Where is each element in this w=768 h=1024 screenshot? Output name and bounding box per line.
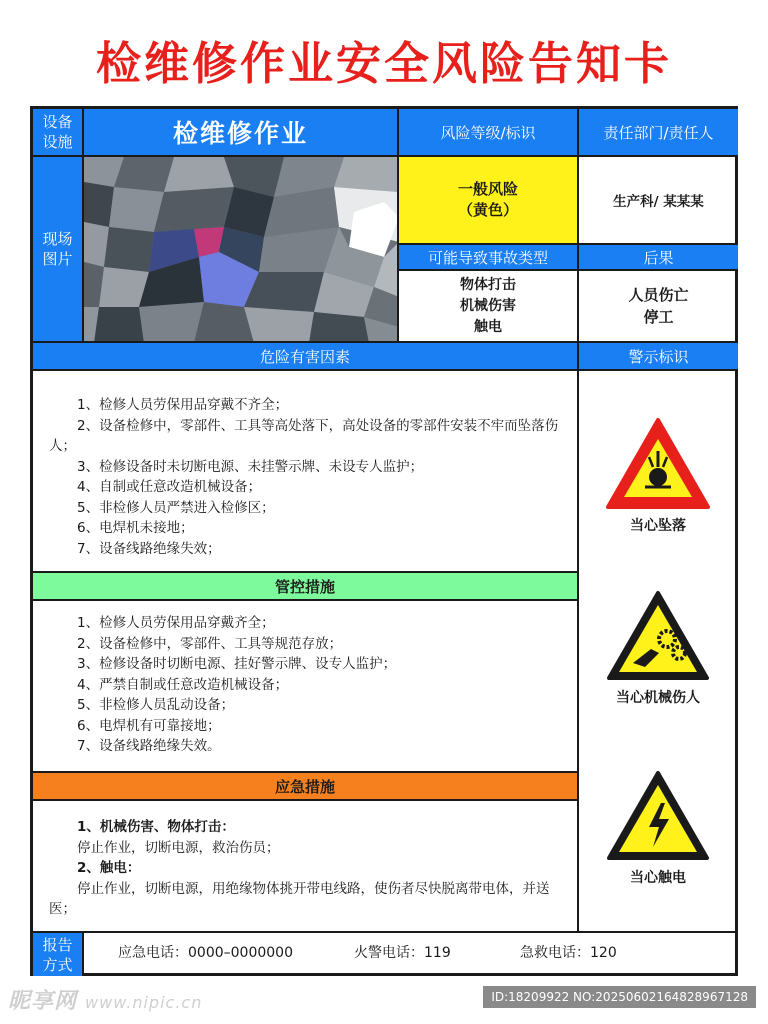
equipment-name: 检维修作业 [84, 109, 399, 157]
site-photo-image [84, 157, 399, 343]
hazard-item: 3、检修设备时未切断电源、未挂警示牌、未设专人监护； [77, 458, 424, 475]
risk-level-text: 一般风险 [457, 180, 518, 198]
falling-object-warning-icon [605, 417, 711, 511]
consequence-item: 人员伤亡 [628, 286, 689, 304]
accident-type-label: 可能导致事故类型 [399, 245, 579, 271]
warning-sign [603, 417, 713, 535]
emergency-item: 2、触电： [77, 860, 141, 876]
emergency-item: 停止作业，切断电源，救治伤员； [77, 839, 280, 856]
responsible-label: 责任部门/责任人 [579, 109, 738, 157]
controls-label: 管控措施 [33, 573, 579, 601]
page-title: 检维修作业安全风险告知卡 [95, 37, 672, 90]
warning-sign-label: 当心机械伤人 [616, 690, 700, 706]
emergency-label: 应急措施 [33, 773, 579, 801]
consequence-item: 停工 [643, 308, 674, 326]
footer-phones [84, 933, 738, 976]
emergency-item: 停止作业，切断电源，用绝缘物体挑开带电线路，使伤者尽快脱离带电体，并送 [77, 880, 550, 897]
ambulance-phone: 急救电话：120 [520, 945, 617, 961]
risk-color-note: （黄色） [457, 201, 518, 219]
warning-sign-label: 当心坠落 [630, 518, 686, 534]
controls-content [33, 601, 579, 773]
hazard-item: 2、设备检修中，零部件、工具等高处落下，高处设备的零部件安装不牢而坠落伤 [77, 417, 559, 434]
consequences [579, 271, 738, 343]
warning-sign [603, 769, 713, 887]
accident-type-item: 物体打击 [460, 276, 516, 293]
hazard-item: 4、自制或任意改造机械设备； [77, 479, 262, 495]
risk-level-label: 风险等级/标识 [399, 109, 579, 157]
warning-signs-column [579, 371, 738, 933]
electric-shock-warning-icon [605, 769, 711, 863]
emergency-item: 医； [49, 901, 76, 917]
site-photo-label: 现场图片 [33, 157, 84, 343]
emergency-phone: 应急电话：0000–0000000 [118, 945, 293, 961]
control-item: 3、检修设备时切断电源、挂好警示牌、设专人监护； [77, 656, 397, 672]
warning-sign-label: 当心触电 [630, 870, 686, 886]
hazards-content [33, 371, 579, 573]
accident-type-item: 触电 [474, 318, 502, 335]
hazard-item: 6、电焊机未接地； [77, 520, 194, 536]
fire-phone: 火警电话：119 [354, 945, 451, 961]
hazards-label: 危险有害因素 [33, 343, 579, 371]
watermark-logo: 昵享网 www.nipic.cn [8, 989, 203, 1014]
emergency-item: 1、机械伤害、物体打击： [77, 819, 235, 835]
machinery-injury-warning-icon [605, 589, 711, 683]
control-item: 7、设备线路绝缘失效。 [77, 738, 221, 754]
consequence-label: 后果 [579, 245, 738, 271]
control-item: 5、非检修人员乱动设备； [77, 697, 235, 713]
risk-card [30, 106, 738, 976]
site-photo [84, 157, 399, 343]
warning-sign [593, 589, 723, 707]
accident-type-item: 机械伤害 [460, 297, 516, 314]
control-item: 2、设备检修中，零部件、工具等规范存放； [77, 635, 343, 652]
hazard-item: 1、检修人员劳保用品穿戴不齐全； [77, 397, 289, 413]
control-item: 6、电焊机有可靠接地； [77, 717, 221, 734]
warning-label: 警示标识 [579, 343, 738, 371]
emergency-content [33, 801, 579, 933]
accident-types [399, 271, 579, 343]
control-item: 4、严禁自制或任意改造机械设备； [77, 676, 289, 693]
equipment-label: 设备设施 [33, 109, 84, 157]
responsible-person: 生产科/ 某某某 [579, 157, 738, 245]
watermark-id: ID:18209922 NO:20250602164828967128 [483, 986, 756, 1008]
hazard-item: 5、非检修人员严禁进入检修区； [77, 499, 275, 516]
report-method-label: 报告方式 [33, 933, 84, 976]
hazard-item: 7、设备线路绝缘失效； [77, 540, 221, 557]
control-item: 1、检修人员劳保用品穿戴齐全； [77, 615, 275, 631]
risk-level-cell [399, 157, 579, 245]
hazard-item: 人； [49, 438, 76, 454]
